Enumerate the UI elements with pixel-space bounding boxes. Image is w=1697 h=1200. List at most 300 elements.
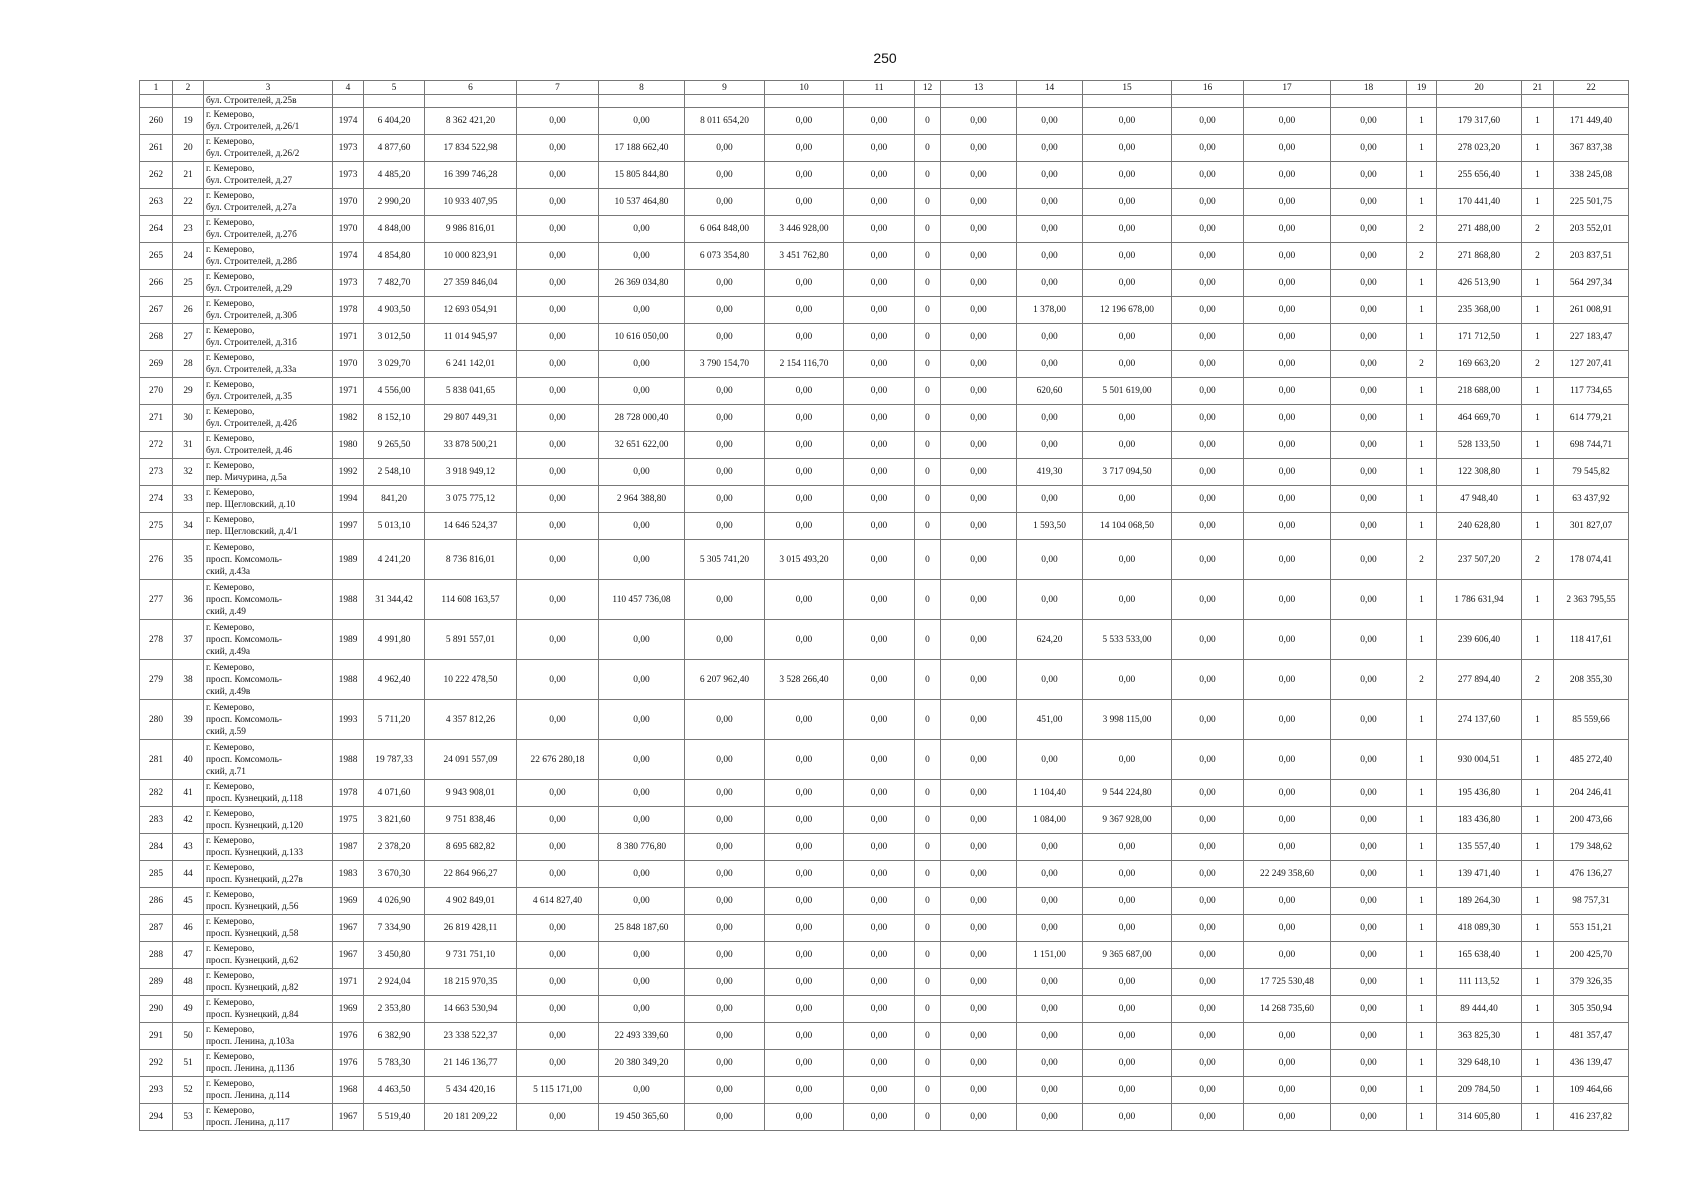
table-cell: 3 670,30 — [364, 861, 425, 888]
table-cell: 0,00 — [1083, 486, 1172, 513]
table-cell — [333, 95, 364, 108]
table-cell: 21 146 136,77 — [425, 1050, 517, 1077]
table-cell: 426 513,90 — [1437, 270, 1522, 297]
table-cell: 379 326,35 — [1554, 969, 1629, 996]
table-cell: 1974 — [333, 243, 364, 270]
table-cell: 0,00 — [941, 189, 1017, 216]
table-cell: 19 787,33 — [364, 740, 425, 780]
table-cell: 35 — [173, 540, 204, 580]
table-cell: 1 — [1407, 807, 1437, 834]
table-cell: 0,00 — [1172, 888, 1244, 915]
table-cell: 0,00 — [1083, 996, 1172, 1023]
table-cell: 0,00 — [1017, 1077, 1083, 1104]
table-cell: 270 — [140, 378, 173, 405]
table-cell: 0,00 — [517, 1104, 599, 1131]
table-cell: 0,00 — [941, 351, 1017, 378]
table-cell: 2 — [1522, 540, 1554, 580]
table-cell: 3 451 762,80 — [765, 243, 844, 270]
table-cell: 1 — [1522, 861, 1554, 888]
table-cell: 20 380 349,20 — [599, 1050, 685, 1077]
table-cell: 1 — [1522, 378, 1554, 405]
column-header: 11 — [844, 81, 915, 95]
column-header: 16 — [1172, 81, 1244, 95]
table-cell: 271 868,80 — [1437, 243, 1522, 270]
table-cell: 79 545,82 — [1554, 459, 1629, 486]
table-cell: 1983 — [333, 861, 364, 888]
table-cell: 0,00 — [1083, 580, 1172, 620]
table-cell: 0 — [915, 513, 941, 540]
table-cell: 698 744,71 — [1554, 432, 1629, 459]
table-cell: 0,00 — [765, 834, 844, 861]
table-cell: 1973 — [333, 162, 364, 189]
table-cell: 2 964 388,80 — [599, 486, 685, 513]
table-cell: 0,00 — [1017, 540, 1083, 580]
table-cell: 40 — [173, 740, 204, 780]
table-cell: 0,00 — [1017, 135, 1083, 162]
table-cell: 0,00 — [941, 888, 1017, 915]
table-cell: 287 — [140, 915, 173, 942]
table-cell: 1 786 631,94 — [1437, 580, 1522, 620]
table-cell: 235 368,00 — [1437, 297, 1522, 324]
table-cell: 0,00 — [765, 780, 844, 807]
table-cell: 25 — [173, 270, 204, 297]
table-cell: 6 064 848,00 — [685, 216, 765, 243]
table-cell: 272 — [140, 432, 173, 459]
table-cell: 5 115 171,00 — [517, 1077, 599, 1104]
table-cell: 0 — [915, 915, 941, 942]
table-cell: 0,00 — [1244, 1077, 1331, 1104]
table-cell: 2 154 116,70 — [765, 351, 844, 378]
table-cell — [364, 95, 425, 108]
table-header — [140, 81, 1629, 95]
table-cell: 1969 — [333, 996, 364, 1023]
table-cell: 0,00 — [1017, 996, 1083, 1023]
table-cell: 22 249 358,60 — [1244, 861, 1331, 888]
table-cell: 0,00 — [1244, 135, 1331, 162]
table-cell: 0,00 — [1017, 486, 1083, 513]
table-cell: 0 — [915, 351, 941, 378]
table-cell: 0,00 — [941, 1077, 1017, 1104]
table-cell: 5 891 557,01 — [425, 620, 517, 660]
table-cell: 0,00 — [1172, 270, 1244, 297]
table-cell: 1 — [1522, 996, 1554, 1023]
table-cell: 0,00 — [765, 620, 844, 660]
column-number-row — [140, 81, 1629, 95]
address-cell: г. Кемерово, просп. Ленина, д.114 — [204, 1077, 333, 1104]
table-cell: 1 — [1407, 513, 1437, 540]
column-header: 18 — [1331, 81, 1407, 95]
table-cell — [1172, 95, 1244, 108]
table-cell: 0,00 — [765, 580, 844, 620]
table-cell: 0,00 — [1083, 432, 1172, 459]
table-cell: 285 — [140, 861, 173, 888]
table-cell: 0,00 — [599, 660, 685, 700]
table-cell: 1 — [1522, 297, 1554, 324]
table-cell: 0,00 — [1172, 189, 1244, 216]
table-cell: 0,00 — [1017, 243, 1083, 270]
table-cell: 0,00 — [1172, 942, 1244, 969]
table-cell: 0,00 — [1017, 969, 1083, 996]
table-cell: 0,00 — [1083, 1104, 1172, 1131]
table-cell: 165 638,40 — [1437, 942, 1522, 969]
table-cell: 280 — [140, 700, 173, 740]
table-cell: 1 — [1407, 580, 1437, 620]
table-cell — [599, 95, 685, 108]
table-cell: 26 369 034,80 — [599, 270, 685, 297]
table-cell: 0,00 — [517, 432, 599, 459]
table-cell: 0,00 — [685, 780, 765, 807]
table-cell: 1967 — [333, 915, 364, 942]
table-cell: 0,00 — [1083, 660, 1172, 700]
table-cell: 0,00 — [1244, 513, 1331, 540]
table-cell: 0,00 — [599, 216, 685, 243]
address-cell: г. Кемерово, бул. Строителей, д.30б — [204, 297, 333, 324]
table-cell: 0,00 — [765, 700, 844, 740]
table-cell: 0,00 — [1331, 1023, 1407, 1050]
address-cell: г. Кемерово, просп. Кузнецкий, д.82 — [204, 969, 333, 996]
table-cell: 20 181 209,22 — [425, 1104, 517, 1131]
table-cell: 485 272,40 — [1554, 740, 1629, 780]
table-cell: 288 — [140, 942, 173, 969]
table-cell: 614 779,21 — [1554, 405, 1629, 432]
table-cell: 9 751 838,46 — [425, 807, 517, 834]
table-cell: 0,00 — [1017, 1050, 1083, 1077]
table-cell: 2 363 795,55 — [1554, 580, 1629, 620]
table-cell: 451,00 — [1017, 700, 1083, 740]
table-cell: 0,00 — [1172, 432, 1244, 459]
table-cell: 0,00 — [517, 540, 599, 580]
table-cell: 266 — [140, 270, 173, 297]
table-cell: 10 537 464,80 — [599, 189, 685, 216]
table-cell: 0,00 — [1172, 915, 1244, 942]
table-cell: 0,00 — [1172, 1023, 1244, 1050]
table-cell: 0,00 — [1083, 108, 1172, 135]
column-header: 10 — [765, 81, 844, 95]
table-cell: 0,00 — [1244, 432, 1331, 459]
table-cell: 1 — [1407, 969, 1437, 996]
table-cell: 2 — [1407, 216, 1437, 243]
table-cell: 0,00 — [599, 459, 685, 486]
column-header: 3 — [204, 81, 333, 95]
address-cell: г. Кемерово, просп. Комсомоль- ский, д.49 — [204, 580, 333, 620]
table-cell: 290 — [140, 996, 173, 1023]
table-cell: 0,00 — [1172, 351, 1244, 378]
table-cell: 0,00 — [685, 861, 765, 888]
table-cell: 0,00 — [685, 700, 765, 740]
address-cell: бул. Строителей, д.25в — [204, 95, 333, 108]
table-cell: 0 — [915, 834, 941, 861]
table-cell: 0,00 — [517, 1023, 599, 1050]
table-cell: 0,00 — [1331, 459, 1407, 486]
table-cell: 1 — [1407, 915, 1437, 942]
table-cell: 0,00 — [1172, 513, 1244, 540]
table-cell: 0 — [915, 942, 941, 969]
table-cell: 0,00 — [941, 1050, 1017, 1077]
column-header: 22 — [1554, 81, 1629, 95]
table-cell: 255 656,40 — [1437, 162, 1522, 189]
table-cell: 0,00 — [685, 432, 765, 459]
table-cell: 1978 — [333, 780, 364, 807]
table-cell — [1522, 95, 1554, 108]
table-cell: 0,00 — [599, 740, 685, 780]
table-cell: 0,00 — [941, 486, 1017, 513]
table-cell: 1 — [1407, 780, 1437, 807]
table-cell: 0,00 — [599, 620, 685, 660]
table-cell: 48 — [173, 969, 204, 996]
table-cell: 0,00 — [941, 915, 1017, 942]
table-cell: 8 152,10 — [364, 405, 425, 432]
table-cell: 1 — [1522, 1077, 1554, 1104]
table-cell: 6 073 354,80 — [685, 243, 765, 270]
table-row — [140, 513, 1629, 540]
table-cell: 183 436,80 — [1437, 807, 1522, 834]
table-cell: 28 728 000,40 — [599, 405, 685, 432]
table-cell: 273 — [140, 459, 173, 486]
table-cell: 26 — [173, 297, 204, 324]
table-cell: 2 — [1407, 351, 1437, 378]
table-cell — [1437, 95, 1522, 108]
table-cell: 32 651 622,00 — [599, 432, 685, 459]
column-header: 20 — [1437, 81, 1522, 95]
table-cell: 1967 — [333, 1104, 364, 1131]
table-cell: 0,00 — [844, 297, 915, 324]
table-cell: 5 783,30 — [364, 1050, 425, 1077]
table-row — [140, 324, 1629, 351]
table-row — [140, 486, 1629, 513]
table-cell: 0,00 — [1172, 620, 1244, 660]
table-cell: 195 436,80 — [1437, 780, 1522, 807]
table-cell: 0,00 — [1244, 189, 1331, 216]
table-cell: 51 — [173, 1050, 204, 1077]
table-row — [140, 942, 1629, 969]
table-cell: 29 — [173, 378, 204, 405]
table-cell: 0,00 — [941, 942, 1017, 969]
table-cell: 0,00 — [765, 888, 844, 915]
table-cell: 0,00 — [1017, 1023, 1083, 1050]
table-cell: 0,00 — [1172, 216, 1244, 243]
table-cell: 0,00 — [844, 540, 915, 580]
table-cell: 0,00 — [517, 660, 599, 700]
table-cell: 11 014 945,97 — [425, 324, 517, 351]
table-cell: 20 — [173, 135, 204, 162]
table-cell: 0,00 — [844, 888, 915, 915]
table-cell: 0,00 — [1083, 740, 1172, 780]
address-cell: г. Кемерово, бул. Строителей, д.26/2 — [204, 135, 333, 162]
table-cell: 9 731 751,10 — [425, 942, 517, 969]
table-cell: 0,00 — [1083, 351, 1172, 378]
table-cell: 189 264,30 — [1437, 888, 1522, 915]
table-cell: 0,00 — [765, 297, 844, 324]
repair-register-table — [139, 80, 1629, 1131]
table-cell: 6 241 142,01 — [425, 351, 517, 378]
table-cell: 0,00 — [517, 780, 599, 807]
table-cell: 0 — [915, 996, 941, 1023]
table-cell: 0,00 — [685, 969, 765, 996]
table-cell: 0,00 — [517, 459, 599, 486]
table-cell — [1554, 95, 1629, 108]
table-cell: 1 — [1407, 432, 1437, 459]
table-cell: 218 688,00 — [1437, 378, 1522, 405]
table-cell: 1 — [1407, 270, 1437, 297]
table-cell: 0,00 — [1244, 660, 1331, 700]
table-cell: 1 — [1522, 486, 1554, 513]
table-cell: 0,00 — [1083, 405, 1172, 432]
table-cell: 0 — [915, 405, 941, 432]
table-cell: 0,00 — [1331, 405, 1407, 432]
table-cell: 0,00 — [844, 270, 915, 297]
table-cell: 7 482,70 — [364, 270, 425, 297]
table-cell: 2 — [1522, 660, 1554, 700]
table-cell: 0,00 — [1083, 1050, 1172, 1077]
table-cell: 0,00 — [941, 700, 1017, 740]
table-cell: 32 — [173, 459, 204, 486]
continuation-row — [140, 95, 1629, 108]
address-cell: г. Кемерово, бул. Строителей, д.42б — [204, 405, 333, 432]
table-cell: 1 — [1522, 942, 1554, 969]
table-cell: 289 — [140, 969, 173, 996]
table-cell: 277 894,40 — [1437, 660, 1522, 700]
table-cell — [941, 95, 1017, 108]
address-cell: г. Кемерово, бул. Строителей, д.27а — [204, 189, 333, 216]
table-cell: 0,00 — [1331, 1077, 1407, 1104]
table-cell: 5 711,20 — [364, 700, 425, 740]
table-cell: 624,20 — [1017, 620, 1083, 660]
table-cell: 0,00 — [1331, 486, 1407, 513]
table-cell: 1 — [1522, 834, 1554, 861]
table-cell: 0,00 — [1017, 324, 1083, 351]
table-cell: 0,00 — [941, 270, 1017, 297]
table-row — [140, 620, 1629, 660]
table-cell: 33 878 500,21 — [425, 432, 517, 459]
table-cell: 464 669,70 — [1437, 405, 1522, 432]
table-cell: 0,00 — [517, 996, 599, 1023]
table-cell: 1974 — [333, 108, 364, 135]
table-cell: 0,00 — [1083, 243, 1172, 270]
table-cell: 0 — [915, 540, 941, 580]
table-cell: 26 819 428,11 — [425, 915, 517, 942]
table-cell: 0,00 — [517, 378, 599, 405]
table-cell: 1976 — [333, 1023, 364, 1050]
table-cell: 21 — [173, 162, 204, 189]
table-cell: 283 — [140, 807, 173, 834]
table-cell: 0,00 — [599, 888, 685, 915]
table-cell: 0,00 — [765, 405, 844, 432]
table-cell: 1989 — [333, 620, 364, 660]
table-cell: 0,00 — [765, 324, 844, 351]
table-cell: 0,00 — [844, 432, 915, 459]
table-cell: 0,00 — [844, 969, 915, 996]
table-cell: 3 012,50 — [364, 324, 425, 351]
table-cell: 45 — [173, 888, 204, 915]
table-cell: 301 827,07 — [1554, 513, 1629, 540]
table-cell: 0,00 — [599, 351, 685, 378]
table-cell: 0 — [915, 807, 941, 834]
table-cell: 0,00 — [1172, 660, 1244, 700]
table-cell: 0,00 — [765, 108, 844, 135]
table-cell: 0,00 — [1017, 915, 1083, 942]
table-cell: 4 962,40 — [364, 660, 425, 700]
table-cell: 0 — [915, 888, 941, 915]
table-cell — [765, 95, 844, 108]
address-cell: г. Кемерово, пер. Щегловский, д.10 — [204, 486, 333, 513]
table-cell: 1 — [1407, 1104, 1437, 1131]
table-cell: 3 998 115,00 — [1083, 700, 1172, 740]
table-cell: 0,00 — [765, 1077, 844, 1104]
address-cell: г. Кемерово, просп. Кузнецкий, д.27в — [204, 861, 333, 888]
table-cell: 27 359 846,04 — [425, 270, 517, 297]
table-cell: 0,00 — [1331, 861, 1407, 888]
table-cell: 1 — [1407, 888, 1437, 915]
table-cell: 363 825,30 — [1437, 1023, 1522, 1050]
table-cell: 2 — [1522, 351, 1554, 378]
table-row — [140, 915, 1629, 942]
table-cell: 0,00 — [1017, 660, 1083, 700]
address-cell: г. Кемерово, просп. Ленина, д.103а — [204, 1023, 333, 1050]
table-cell: 0,00 — [1244, 700, 1331, 740]
table-cell: 0,00 — [685, 620, 765, 660]
table-cell: 9 986 816,01 — [425, 216, 517, 243]
table-cell: 0,00 — [1017, 580, 1083, 620]
table-cell — [1083, 95, 1172, 108]
table-cell: 31 — [173, 432, 204, 459]
table-cell: 0,00 — [765, 861, 844, 888]
table-cell: 0,00 — [844, 189, 915, 216]
table-cell: 0 — [915, 861, 941, 888]
table-cell: 0,00 — [1172, 1050, 1244, 1077]
table-cell: 0,00 — [1083, 969, 1172, 996]
table-cell: 1 — [1407, 162, 1437, 189]
table-cell: 0 — [915, 162, 941, 189]
table-cell: 0,00 — [1172, 405, 1244, 432]
table-cell: 1971 — [333, 324, 364, 351]
table-row — [140, 740, 1629, 780]
table-cell — [685, 95, 765, 108]
table-cell: 0,00 — [1017, 740, 1083, 780]
table-cell: 0,00 — [685, 996, 765, 1023]
table-cell: 0 — [915, 780, 941, 807]
table-row — [140, 378, 1629, 405]
table-cell: 0,00 — [517, 135, 599, 162]
table-cell: 0,00 — [599, 243, 685, 270]
table-cell: 14 646 524,37 — [425, 513, 517, 540]
table-cell: 0,00 — [1244, 780, 1331, 807]
table-cell: 0,00 — [1244, 1050, 1331, 1077]
table-cell: 1 — [1522, 135, 1554, 162]
table-cell: 7 334,90 — [364, 915, 425, 942]
table-body — [140, 95, 1629, 1131]
table-cell: 1 — [1522, 513, 1554, 540]
table-cell: 1971 — [333, 378, 364, 405]
table-row — [140, 1050, 1629, 1077]
table-cell: 0,00 — [765, 915, 844, 942]
table-cell: 0,00 — [941, 780, 1017, 807]
table-cell: 314 605,80 — [1437, 1104, 1522, 1131]
table-cell: 264 — [140, 216, 173, 243]
table-cell: 0,00 — [1172, 135, 1244, 162]
table-cell: 0,00 — [765, 996, 844, 1023]
table-cell: 0,00 — [941, 834, 1017, 861]
table-cell: 24 091 557,09 — [425, 740, 517, 780]
table-cell: 1 — [1522, 807, 1554, 834]
table-cell: 0,00 — [1172, 486, 1244, 513]
table-cell: 0,00 — [599, 969, 685, 996]
table-cell: 85 559,66 — [1554, 700, 1629, 740]
table-cell: 4 902 849,01 — [425, 888, 517, 915]
table-cell: 1969 — [333, 888, 364, 915]
table-cell: 0,00 — [685, 405, 765, 432]
table-cell: 5 434 420,16 — [425, 1077, 517, 1104]
table-cell: 1 151,00 — [1017, 942, 1083, 969]
